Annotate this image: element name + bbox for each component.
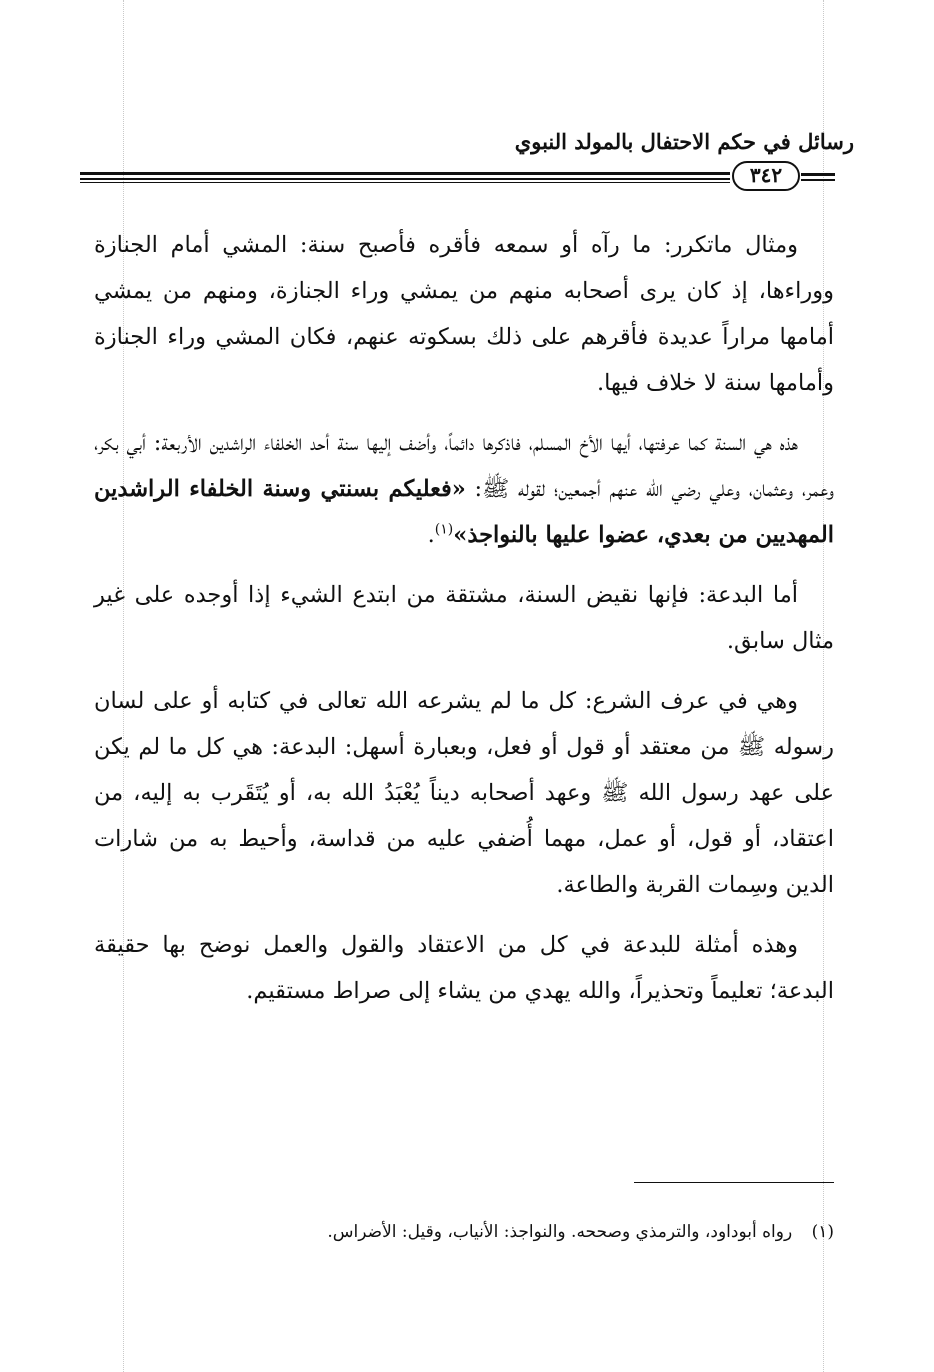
header-rule (80, 172, 730, 175)
header-rule (80, 182, 730, 183)
paragraph (94, 420, 834, 558)
paragraph: ومثال ماتكرر: ما رآه أو سمعه فأقره فأصبح سنة: المشي أمام الجنازة ووراءها، إذ كان يرى أصحابه منهم من يمشي وراء الجنازة، ومنهم من يمشي أمامها مراراً عديدة فأقرهم على ذلك بسكوته عنهم، فكان المشي وراء الجنازة وأمامها سنة لا خلاف فيها. (94, 232, 834, 396)
footnote-number: (١) (811, 1222, 834, 1242)
paragraph-text: هذه هي السنة كما عرفتها، أيها الأخ المسلم، فاذكرها دائماً، وأضف إليها سنة أحد الخلفاء الراشدين الأربعة: أبي بكر، وعمر، وعثمان، وعلي رضي الله عنهم أجمعين؛ لقوله ﷺ: (94, 430, 835, 502)
footnote-reference: (١) (434, 521, 454, 538)
paragraph: أما البدعة: فإنها نقيض السنة، مشتقة من ابتدع الشيء إذا أوجده على غير مثال سابق. (94, 582, 834, 654)
header-rule (80, 178, 730, 180)
footnote (94, 1218, 834, 1246)
running-header-title: رسائل في حكم الاحتفال بالمولد النبوي (514, 129, 854, 154)
page-number: ٣٤٢ (732, 161, 800, 191)
header-ornament-bar (80, 161, 835, 193)
main-text (94, 222, 834, 1028)
paragraph: وهذه أمثلة للبدعة في كل من الاعتقاد والقول والعمل نوضح بها حقيقة البدعة؛ تعليماً وتحذيراً، والله يهدي من يشاء إلى صراط مستقيم. (94, 932, 834, 1004)
paragraph-end: . (427, 522, 435, 548)
footnote-text: رواه أبوداود، والترمذي وصححه. والنواجذ: الأنياب، وقيل: الأضراس. (327, 1222, 793, 1242)
hadith-quote: «فعليكم بسنتي وسنة الخلفاء الراشدين المهديين من بعدي، عضوا عليها بالنواجذ» (94, 476, 834, 548)
paragraph: وهي في عرف الشرع: كل ما لم يشرعه الله تعالى في كتابه أو على لسان رسوله ﷺ من معتقد أو قول أو فعل، وبعبارة أسهل: البدعة: هي كل ما لم يكن على عهد رسول الله ﷺ وعهد أصحابه ديناً يُعْبَدُ الله به، أو يُتَقَرب به إليه، من اعتقاد، أو قول، أو عمل، مهما أُضفي عليه من قداسة، وأحيط به من شارات الدين وسِمات القربة والطاعة. (94, 688, 834, 898)
footnote-divider (634, 1182, 834, 1183)
header-rule (801, 173, 835, 176)
header-rule (801, 179, 835, 181)
